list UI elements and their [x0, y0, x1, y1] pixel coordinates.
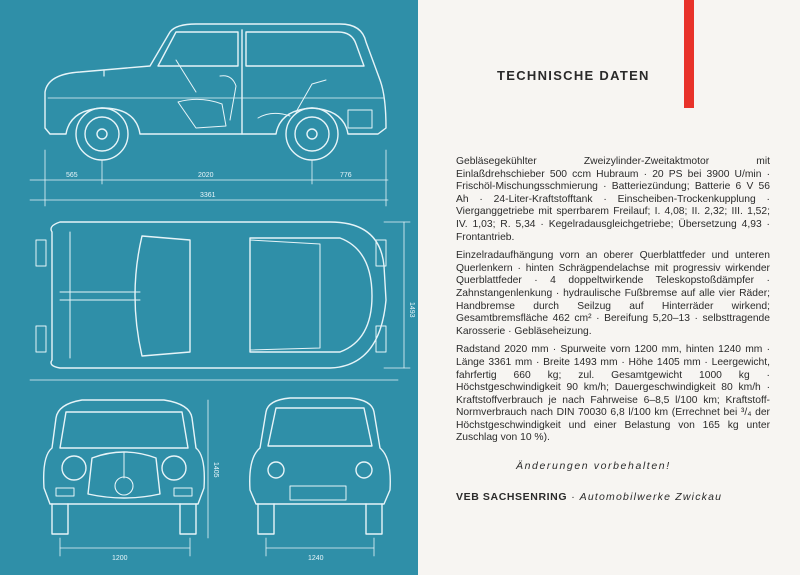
spec-paragraph-chassis: Einzelradaufhängung vorn an oberer Querblattfeder und unteren Querlenkern · hinten Schrägpendelachse mit progressiv wirkender Querblattfeder · 4 doppeltwirkende Teleskopstoßdämpfer · Zahnstangenlenkung · hydraulische Fußbremse auf alle vier Räder; Handbremse durch Seilzug auf Hinterräder wirkend; Gesamtbremsfläche 462 cm² · Bereifung 5,20–13 · selbsttragende Karosserie · Gebläseheizung.	[456, 250, 770, 337]
front-view	[44, 400, 205, 534]
dim-track-rear: 1240	[308, 555, 324, 562]
spec-text	[456, 156, 770, 451]
spec-paragraph-engine: Gebläsegekühlter Zweizylinder-Zweitaktmotor mit Einlaßdrehschieber 500 ccm Hubraum · 20 PS bei 3900 U/min · Frischöl-Mischungsschmierung · Batteriezündung; Batterie 6 V 56 Ah · 24-Liter-Kraftstofftank · Einscheiben-Trockenkupplung · Vierganggetriebe mit sperrbarem Freilauf; I. 4,08; II. 2,32; III. 1,52; IV. 1,03; R. 5,34 · Kegelradausgleichgetriebe; Übersetzung 4,93 · Frontantrieb.	[456, 156, 770, 243]
company-location: · Automobilwerke Zwickau	[567, 491, 723, 503]
red-accent-bar	[684, 0, 694, 108]
dim-wheelbase: 2020	[198, 172, 214, 179]
side-view	[45, 24, 386, 160]
dim-track-front: 1200	[112, 555, 128, 562]
rear-view	[250, 398, 391, 534]
dim-height: 1405	[212, 462, 219, 478]
front-dimension-lines	[60, 400, 208, 556]
dim-rear-overhang: 776	[340, 172, 352, 179]
dim-front-overhang: 565	[66, 172, 78, 179]
top-view	[36, 222, 386, 368]
spec-paragraph-dimensions: Radstand 2020 mm · Spurweite vorn 1200 mm, hinten 1240 mm · Länge 3361 mm · Breite 1493 mm · Höhe 1405 mm · Leergewicht, fahrfertig 660 kg; zul. Gesamtgewicht 1000 kg · Höchstgeschwindigkeit 90 km/h; Dauergeschwindigkeit 80 km/h · Kraftstoffverbrauch je nach Fahrweise 6–8,5 l/100 km; Kraftstoff-Normverbrauch nach DIN 70030 6,8 l/100 km (Errechnet bei ³/₄ der Höchstgeschwindigkeit und einer Belastung von 165 kg unter Zuschlag von 10 %).	[456, 344, 770, 444]
company-name: VEB SACHSENRING	[456, 491, 568, 503]
rear-dimension-lines	[266, 538, 374, 556]
footer	[456, 491, 722, 503]
dim-width: 1493	[408, 302, 415, 318]
notice-text: Änderungen vorbehalten!	[516, 460, 671, 472]
page-title: TECHNISCHE DATEN	[497, 68, 650, 83]
dim-length: 3361	[200, 192, 216, 199]
